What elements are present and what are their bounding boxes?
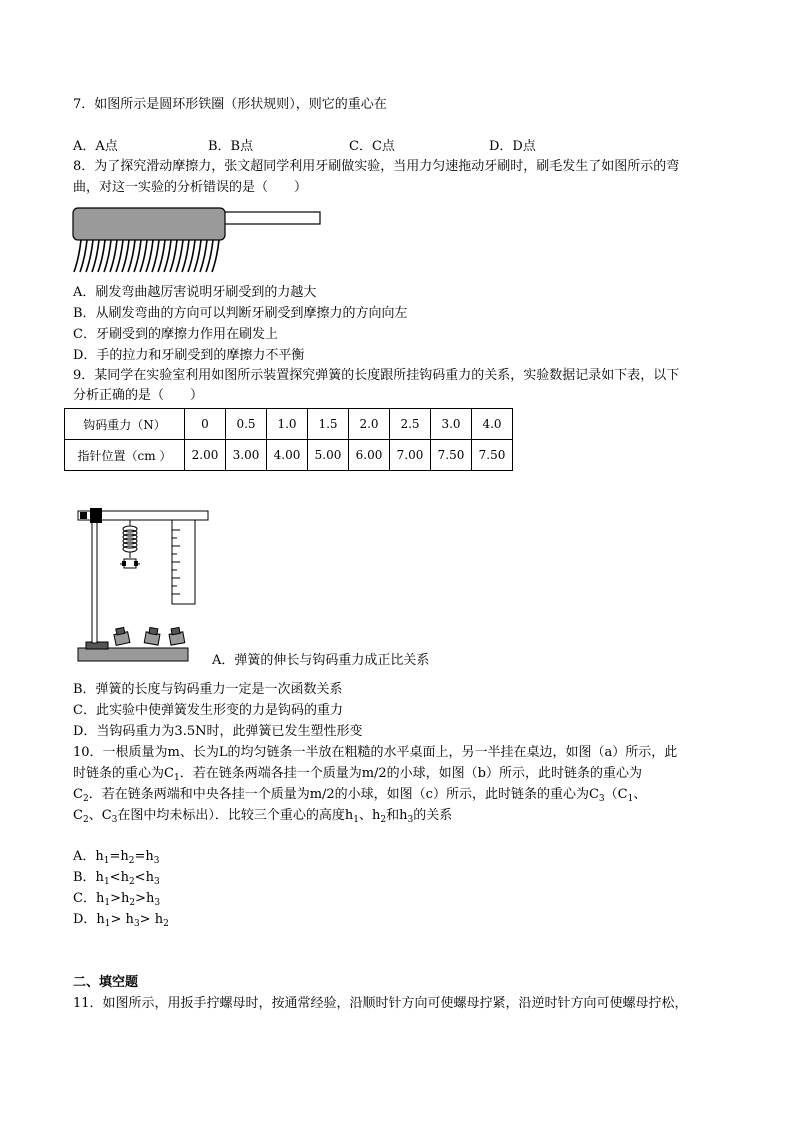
table-cell: 2.5	[390, 409, 431, 440]
q8-option-a: A．刷发弯曲越厉害说明牙刷受到的力越大	[73, 285, 317, 300]
q10-line1: 10．一根质量为m、长为L的均匀链条一半放在粗糙的水平桌面上，另一半挂在桌边，如图（a）所示，此	[73, 745, 678, 760]
table-cell: 4.00	[267, 440, 308, 471]
table-cell: 7.50	[431, 440, 472, 471]
q11-stem: 11．如图所示，用扳手拧螺母时，按通常经验，沿顺时针方向可使螺母拧紧，沿逆时针方向可使螺母拧松，	[73, 996, 688, 1011]
table-cell: 0	[185, 409, 226, 440]
table-header-weight: 钩码重力（N）	[65, 409, 185, 440]
q7-stem: 7．如图所示是圆环形铁圈（形状规则），则它的重心在	[73, 97, 387, 112]
table-cell: 5.00	[308, 440, 349, 471]
q10-line4: $C_2$、$C_3$在图中均未标出）．比较三个重心的高度$h_1$、$h_2$和$h_3$的关系	[73, 808, 453, 825]
q10-option-c: C．$h_1>h_2>h_3$	[73, 891, 161, 908]
q9-stem-line2: 分析正确的是（ ）	[73, 388, 204, 403]
q8-option-c: C．牙刷受到的摩擦力作用在刷发上	[73, 327, 278, 342]
toothbrush-figure	[70, 204, 326, 276]
q8-stem-line2: 曲，对这一实验的分析错误的是（ ）	[73, 180, 308, 195]
table-row	[65, 409, 513, 440]
spring-data-table	[64, 408, 513, 471]
q7-option-a: A．A点	[73, 139, 118, 154]
q8-stem-line1: 8．为了探究滑动摩擦力，张文超同学利用牙刷做实验，当用力匀速拖动牙刷时，刷毛发生了如图所示的弯	[73, 159, 680, 174]
q9-option-b: B．弹簧的长度与钩码重力一定是一次函数关系	[73, 682, 343, 697]
table-cell: 7.00	[390, 440, 431, 471]
spring-apparatus-figure	[72, 502, 212, 664]
table-cell: 3.00	[226, 440, 267, 471]
q9-option-a: A．弹簧的伸长与钩码重力成正比关系	[212, 653, 430, 668]
q10-option-b: B．$h_1<h_2<h_3$	[73, 870, 160, 887]
table-cell: 1.5	[308, 409, 349, 440]
table-header-pointer: 指针位置（cm ）	[65, 440, 185, 471]
q7-option-c: C．C点	[349, 139, 395, 154]
q9-option-c: C．此实验中使弹簧发生形变的力是钩码的重力	[73, 703, 343, 718]
table-cell: 3.0	[431, 409, 472, 440]
table-cell: 1.0	[267, 409, 308, 440]
table-cell: 7.50	[472, 440, 513, 471]
q9-stem-line1: 9．某同学在实验室利用如图所示装置探究弹簧的长度跟所挂钩码重力的关系，实验数据记录如下表，以下	[73, 368, 680, 383]
q8-option-b: B．从刷发弯曲的方向可以判断牙刷受到摩擦力的方向向左	[73, 306, 408, 321]
table-cell: 2.0	[349, 409, 390, 440]
table-cell: 0.5	[226, 409, 267, 440]
table-row	[65, 440, 513, 471]
q7-option-d: D．D点	[489, 139, 536, 154]
section-title: 二、填空题	[73, 975, 139, 990]
q9-option-d: D．当钩码重力为3.5N时，此弹簧已发生塑性形变	[73, 724, 363, 739]
table-cell: 2.00	[185, 440, 226, 471]
q10-option-a: A．$h_1=h_2=h_3$	[73, 849, 160, 866]
q8-option-d: D．手的拉力和牙刷受到的摩擦力不平衡	[73, 348, 305, 363]
table-cell: 6.00	[349, 440, 390, 471]
table-cell: 4.0	[472, 409, 513, 440]
q10-line2: 时链条的重心为$C_1$．若在链条两端各挂一个质量为m/2的小球，如图（b）所示，此时链条的重心为	[73, 766, 642, 783]
q10-option-d: D．$h_1> h_3> h_2$	[73, 912, 169, 929]
q7-option-b: B．B点	[208, 139, 254, 154]
q10-line3: $C_2$．若在链条两端和中央各挂一个质量为m/2的小球，如图（c）所示，此时链条的重心为$C_3(C_1$、	[73, 787, 647, 804]
